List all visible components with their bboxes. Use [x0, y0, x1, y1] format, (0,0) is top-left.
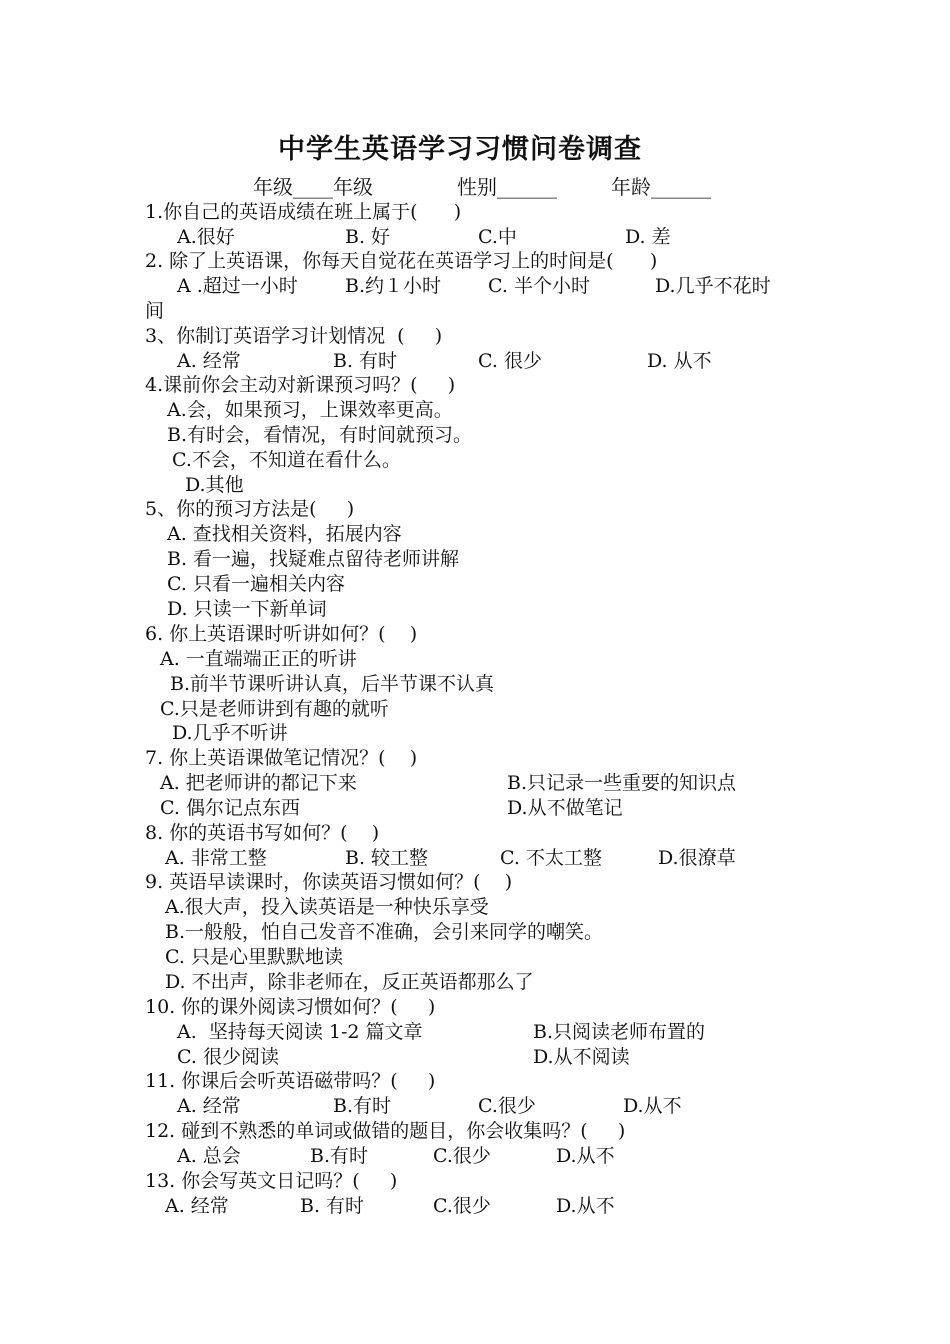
q3-option-a: A. 经常	[177, 350, 241, 372]
q4-option-d: D.其他	[185, 474, 244, 496]
q6-option-c: C.只是老师讲到有趣的就听	[160, 698, 389, 720]
q1-option-a: A.很好	[177, 226, 235, 248]
q2-option-d: D.几乎不花时	[655, 275, 771, 297]
q9-option-b: B.一般般，怕自己发音不准确，会引来同学的嘲笑。	[165, 921, 604, 943]
q7-option-b: B.只记录一些重要的知识点	[507, 772, 737, 794]
q2-option-a: A .超过一小时	[177, 275, 298, 297]
question-7: 7. 你上英语课做笔记情况？( )	[145, 747, 418, 769]
q5-option-d: D. 只读一下新单词	[167, 598, 327, 620]
q11-option-a: A. 经常	[177, 1095, 241, 1117]
q4-option-c: C.不会，不知道在看什么。	[172, 449, 401, 471]
q13-option-a: A. 经常	[165, 1195, 229, 1217]
question-10: 10. 你的课外阅读习惯如何？( )	[145, 996, 436, 1018]
q3-option-b: B. 有时	[333, 350, 398, 372]
q1-option-c: C.中	[478, 226, 517, 248]
q10-option-b: B.只阅读老师布置的	[533, 1021, 706, 1043]
q9-option-a: A.很大声，投入读英语是一种快乐享受	[165, 896, 489, 918]
q12-option-d: D.从不	[556, 1145, 615, 1167]
age-field: 年龄______	[611, 175, 711, 199]
q6-option-d: D.几乎不听讲	[172, 722, 288, 744]
q10-option-c: C. 很少阅读	[177, 1046, 279, 1068]
q13-option-c: C.很少	[433, 1195, 491, 1217]
q12-option-a: A. 总会	[177, 1145, 241, 1167]
q12-option-b: B.有时	[310, 1145, 369, 1167]
question-4: 4.课前你会主动对新课预习吗？( )	[145, 374, 456, 396]
grade-field: 年级____年级	[253, 175, 373, 199]
q7-option-d: D.从不做笔记	[507, 797, 623, 819]
q1-option-b: B. 好	[345, 226, 391, 248]
q3-option-c: C. 很少	[478, 350, 542, 372]
q11-option-c: C.很少	[478, 1095, 536, 1117]
question-3: 3、你制订英语学习计划情况 ( )	[145, 325, 443, 347]
q4-option-a: A.会，如果预习，上课效率更高。	[167, 399, 453, 421]
question-12: 12. 碰到不熟悉的单词或做错的题目，你会收集吗？( )	[145, 1120, 626, 1142]
q10-option-d: D.从不阅读	[533, 1046, 630, 1068]
q9-option-c: C. 只是心里默默地读	[165, 946, 343, 968]
q1-option-d: D. 差	[625, 226, 671, 248]
q13-option-b: B. 有时	[300, 1195, 365, 1217]
question-2: 2. 除了上英语课，你每天自觉花在英语学习上的时间是( )	[145, 250, 658, 272]
q13-option-d: D.从不	[556, 1195, 615, 1217]
q11-option-d: D.从不	[623, 1095, 682, 1117]
question-1: 1.你自己的英语成绩在班上属于( )	[145, 201, 462, 223]
q7-option-a: A. 把老师讲的都记下来	[160, 772, 357, 794]
q8-option-b: B. 较工整	[345, 847, 429, 869]
question-11: 11. 你课后会听英语磁带吗？( )	[145, 1070, 436, 1092]
q10-option-a: A. 坚持每天阅读 1-2 篇文章	[177, 1021, 423, 1043]
q7-option-c: C. 偶尔记点东西	[160, 797, 300, 819]
q8-option-c: C. 不太工整	[500, 847, 602, 869]
q5-option-b: B. 看一遍，找疑难点留待老师讲解	[167, 548, 460, 570]
question-8: 8. 你的英语书写如何？( )	[145, 822, 380, 844]
page-title: 中学生英语学习习惯问卷调查	[278, 134, 642, 165]
q9-option-d: D. 不出声，除非老师在，反正英语都那么了	[165, 971, 534, 993]
question-5: 5、你的预习方法是( )	[145, 498, 355, 520]
q2-option-c: C. 半个小时	[488, 275, 590, 297]
q6-option-b: B.前半节课听讲认真，后半节课不认真	[170, 673, 495, 695]
question-9: 9. 英语早读课时，你读英语习惯如何？( )	[145, 871, 513, 893]
q8-option-a: A. 非常工整	[165, 847, 267, 869]
q2-option-d-wrap: 间	[145, 300, 165, 322]
q5-option-c: C. 只看一遍相关内容	[167, 573, 345, 595]
q8-option-d: D.很潦草	[658, 847, 736, 869]
q2-option-b: B.约１小时	[345, 275, 442, 297]
q4-option-b: B.有时会，看情况，有时间就预习。	[167, 424, 473, 446]
q6-option-a: A. 一直端端正正的听讲	[160, 648, 357, 670]
q11-option-b: B.有时	[333, 1095, 392, 1117]
gender-field: 性别______	[457, 175, 557, 199]
question-6: 6. 你上英语课时听讲如何？( )	[145, 623, 418, 645]
q3-option-d: D. 从不	[647, 350, 712, 372]
q12-option-c: C.很少	[433, 1145, 491, 1167]
question-13: 13. 你会写英文日记吗？( )	[145, 1170, 398, 1192]
q5-option-a: A. 查找相关资料，拓展内容	[167, 523, 402, 545]
